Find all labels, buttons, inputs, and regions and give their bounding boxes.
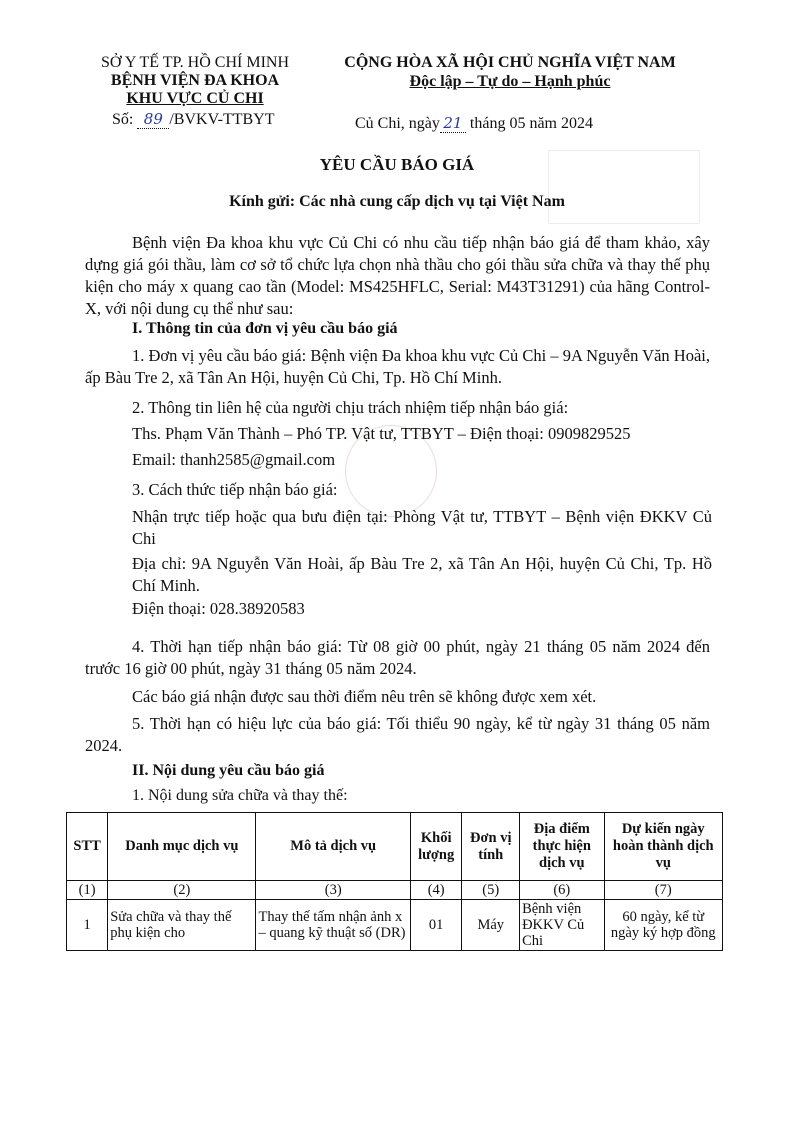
document-title: YÊU CẦU BÁO GIÁ (319, 155, 475, 174)
document-date: Củ Chi, ngày 21 tháng 05 năm 2024 (355, 114, 593, 132)
table-header-cell: STT (67, 813, 108, 881)
table-header-cell: Khối lượng (410, 813, 461, 881)
table-header-cell: Dự kiến ngày hoàn thành dịch vụ (604, 813, 722, 881)
ministry-name: SỞ Y TẾ TP. HỒ CHÍ MINH (100, 54, 289, 71)
column-number: (2) (108, 881, 256, 900)
section-1-heading: I. Thông tin của đơn vị yêu cầu báo giá (132, 320, 398, 337)
section-2-heading: II. Nội dung yêu cầu báo giá (132, 762, 325, 779)
section-1-item-1: 1. Đơn vị yêu cầu báo giá: Bệnh viện Đa khoa khu vực Củ Chi – 9A Nguyễn Văn Hoài, ấp Bàu Tre 2, xã Tân An Hội, huyện Củ Chi, Tp. Hồ Chí Minh. (85, 346, 710, 387)
section-2-sub-1: 1. Nội dung sửa chữa và thay thế: (132, 787, 348, 804)
table-header-cell: Danh mục dịch vụ (108, 813, 256, 881)
cell-quantity: 01 (410, 900, 461, 951)
table-header-cell: Mô tả dịch vụ (256, 813, 410, 881)
section-1-item-2: 2. Thông tin liên hệ của người chịu trách nhiệm tiếp nhận báo giá: (132, 398, 569, 417)
table-header-cell: Đơn vị tính (462, 813, 520, 881)
national-motto: Độc lập – Tự do – Hạnh phúc (409, 73, 611, 90)
hospital-name-line1: BỆNH VIỆN ĐA KHOA (110, 72, 280, 89)
column-number: (5) (462, 881, 520, 900)
receive-address: Địa chỉ: 9A Nguyễn Văn Hoài, ấp Bàu Tre 2, xã Tân An Hội, huyện Củ Chi, Tp. Hồ Chí Minh. (132, 554, 712, 595)
cell-completion: 60 ngày, kể từ ngày ký hợp đồng (604, 900, 722, 951)
late-submission-note: Các báo giá nhận được sau thời điểm nêu trên sẽ không được xem xét. (132, 687, 597, 706)
column-number: (4) (410, 881, 461, 900)
receive-location: Nhận trực tiếp hoặc qua bưu điện tại: Phòng Vật tư, TTBYT – Bệnh viện ĐKKV Củ Chi (132, 507, 712, 548)
receive-phone: Điện thoại: 028.38920583 (132, 599, 305, 618)
contact-email: Email: thanh2585@gmail.com (132, 450, 336, 469)
column-number: (7) (604, 881, 722, 900)
column-number: (3) (256, 881, 410, 900)
service-table (66, 812, 723, 951)
column-number: (6) (520, 881, 604, 900)
intro-paragraph: Bệnh viện Đa khoa khu vực Củ Chi có nhu cầu tiếp nhận báo giá để tham khảo, xây dựng giá gói thầu, làm cơ sở tổ chức lựa chọn nhà thầu cho gói thầu sửa chữa và thay thế phụ kiện cho máy x quang cao tần (Model: MS425HFLC, Serial: M43T31291) của hãng Control-X, với nội dung cụ thể như sau: (85, 233, 710, 318)
table-header-row (67, 813, 723, 881)
nation-name: CỘNG HÒA XÃ HỘI CHỦ NGHĨA VIỆT NAM (344, 54, 676, 71)
section-1-item-3: 3. Cách thức tiếp nhận báo giá: (132, 480, 338, 499)
recipient-line: Kính gửi: Các nhà cung cấp dịch vụ tại Việt Nam (229, 193, 565, 210)
cell-service-category: Sửa chữa và thay thế phụ kiện cho (108, 900, 256, 951)
column-number: (1) (67, 881, 108, 900)
handwritten-doc-number: 89 (137, 110, 169, 129)
cell-service-description: Thay thế tấm nhận ảnh x – quang kỹ thuật số (DR) (256, 900, 410, 951)
section-1-item-5: 5. Thời hạn có hiệu lực của báo giá: Tối thiểu 90 ngày, kể từ ngày 31 tháng 05 năm 2024. (85, 714, 710, 755)
cell-stt: 1 (67, 900, 108, 951)
document-number: Số: 89 /BVKV-TTBYT (112, 110, 275, 128)
table-row (67, 900, 723, 951)
hospital-name-line2: KHU VỰC CỦ CHI (126, 90, 264, 107)
cell-location: Bệnh viện ĐKKV Củ Chi (520, 900, 604, 951)
handwritten-day: 21 (440, 114, 466, 133)
table-header-cell: Địa điểm thực hiện dịch vụ (520, 813, 604, 881)
cell-unit: Máy (462, 900, 520, 951)
table-column-number-row (67, 881, 723, 900)
section-1-item-4: 4. Thời hạn tiếp nhận báo giá: Từ 08 giờ 00 phút, ngày 21 tháng 05 năm 2024 đến trước 16 giờ 00 phút, ngày 31 tháng 05 năm 2024. (85, 637, 710, 678)
contact-person: Ths. Phạm Văn Thành – Phó TP. Vật tư, TTBYT – Điện thoại: 0909829525 (132, 424, 631, 443)
